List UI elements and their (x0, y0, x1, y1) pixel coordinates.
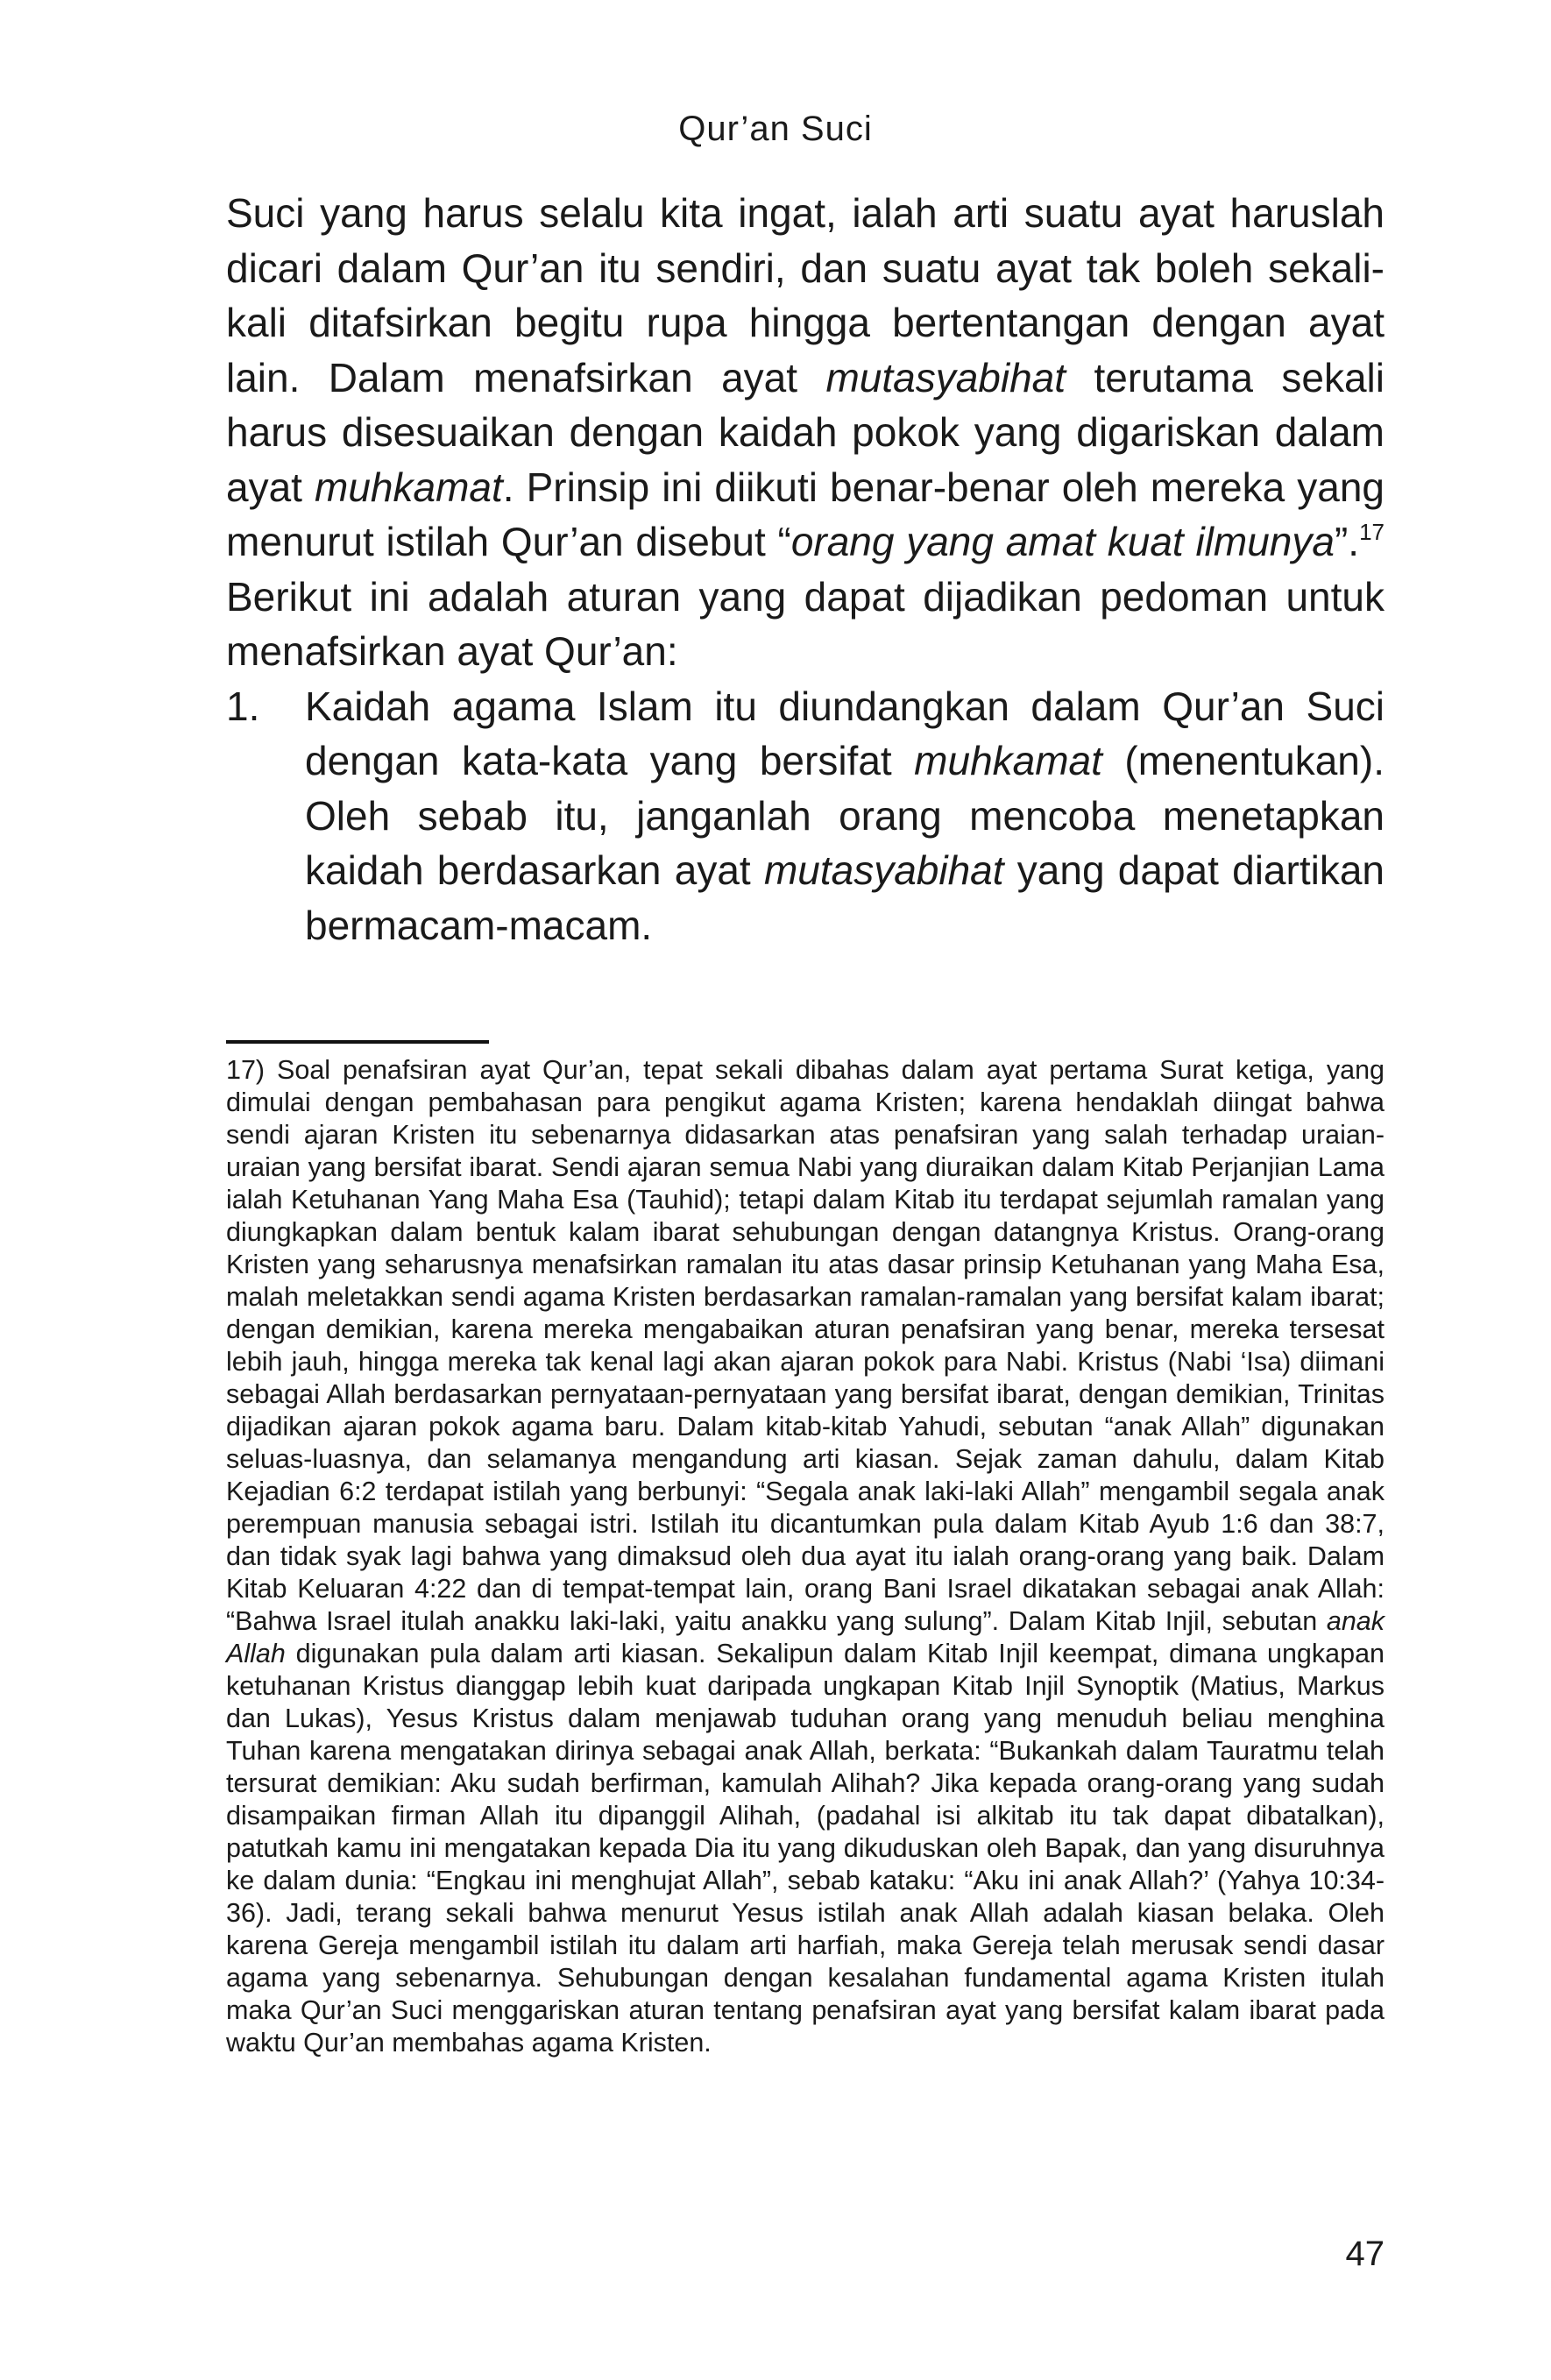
footnote-ref: 17 (1359, 519, 1385, 545)
text-run: Suci yang harus selalu kita ingat, ialah arti suatu ayat haruslah dicari dalam Qur’an itu sendiri, dan suatu ayat tak boleh sekali-kali ditafsirkan begitu rupa hingga bertentangan dengan ayat lain. Dalam menafsirkan ayat (226, 190, 1385, 400)
text-run: terutama sekali harus disesuaikan dengan kaidah pokok yang digariskan dalam ayat (226, 354, 1385, 510)
italic-term: mutasyabihat (763, 847, 1004, 893)
main-text (226, 186, 1385, 953)
text-run: Berikut ini adalah aturan yang dapat dijadikan pedoman untuk menafsirkan ayat Qur’an: (226, 573, 1385, 674)
footnote-divider (226, 1040, 489, 1044)
list-item (226, 679, 1385, 953)
paragraph (226, 186, 1385, 679)
list-number: 1. (226, 683, 260, 729)
running-header: Qur’an Suci (678, 110, 873, 148)
italic-term: muhkamat (315, 464, 503, 510)
text-run: yang dapat diartikan bermacam-macam. (305, 847, 1385, 948)
text-run: digunakan pula dalam arti kiasan. Sekalipun dalam Kitab Injil keempat, dimana ungkapan ketuhanan Kristus dianggap lebih kuat daripada ungkapan Kitab Injil Synoptik (Matius, Markus dan Lukas), Yesus Kristus dalam menjawab tuduhan orang yang menuduh beliau menghina Tuhan karena mengatakan dirinya sebagai anak Allah, berkata: “Bukankah dalam Tauratmu telah tersurat demikian: Aku sudah berfirman, kamulah Alihah? Jika kepada orang-orang yang sudah disampaikan firman Allah itu dipanggil Alihah, (padahal isi alkitab itu tak dapat dibatalkan), patutkah kamu ini mengatakan kepada Dia itu yang dikuduskan oleh Bapak, dan yang disuruhnya ke dalam dunia: “Engkau ini menghujat Allah”, sebab kataku: “Aku ini anak Allah?’ (Yahya 10:34-36). Jadi, terang sekali bahwa menurut Yesus istilah anak Allah adalah kiasan belaka. Oleh karena Gereja mengambil istilah itu dalam arti harfiah, maka Gereja telah merusak sendi dasar agama yang sebenarnya. Sehubungan dengan kesalahan fundamental agama Kristen itulah maka Qur’an Suci menggariskan aturan tentang penafsiran ayat yang bersifat kalam ibarat pada waktu Qur’an membahas agama Kristen. (226, 1639, 1385, 2058)
text-run: 17) Soal penafsiran ayat Qur’an, tepat sekali dibahas dalam ayat pertama Surat ketiga, yang dimulai dengan pembahasan para pengikut agama Kristen; karena hendaklah diingat bahwa sendi ajaran Kristen itu sebenarnya didasarkan atas penafsiran yang salah terhadap uraian-uraian yang bersifat ibarat. Sendi ajaran semua Nabi yang diuraikan dalam Kitab Perjanjian Lama ialah Ketuhanan Yang Maha Esa (Tauhid); tetapi dalam Kitab itu terdapat sejumlah ramalan yang diungkapkan dalam bentuk kalam ibarat sehubungan dengan datangnya Kristus. Orang-orang Kristen yang seharusnya menafsirkan ramalan itu atas dasar prinsip Ketuhanan yang Maha Esa, malah meletakkan sendi agama Kristen berdasarkan ramalan-ramalan yang bersifat kalam ibarat; dengan demikian, karena mereka mengabaikan aturan penafsiran yang benar, mereka tersesat lebih jauh, hingga mereka tak kenal lagi akan ajaran pokok para Nabi. Kristus (Nabi ‘Isa) diimani sebagai Allah berdasarkan pernyataan-pernyataan yang bersifat ibarat, dengan demikian, Trinitas dijadikan ajaran pokok agama baru. Dalam kitab-kitab Yahudi, sebutan “anak Allah” digunakan seluas-luasnya, dan selamanya mengandung arti kiasan. Sejak zaman dahulu, dalam Kitab Kejadian 6:2 terdapat istilah yang berbunyi: “Segala anak laki-laki Allah” mengambil segala anak perempuan manusia sebagai istri. Istilah itu dicantumkan pula dalam Kitab Ayub 1:6 dan 38:7, dan tidak syak lagi bahwa yang dimaksud oleh dua ayat itu ialah orang-orang yang baik. Dalam Kitab Keluaran 4:22 dan di tempat-tempat lain, orang Bani Israel dikatakan sebagai anak Allah: “Bahwa Israel itulah anakku laki-laki, yaitu anakku yang sulung”. Dalam Kitab Injil, sebutan (226, 1055, 1385, 1636)
text-run: ”. (1334, 519, 1360, 564)
italic-quote: orang yang amat kuat ilmunya (790, 519, 1335, 564)
italic-term: muhkamat (914, 738, 1102, 783)
italic-term: anak Allah (226, 1606, 1385, 1668)
text-run: Kaidah agama Islam itu diundangkan dalam Qur’an Suci dengan kata-kata yang bersifat (305, 683, 1385, 783)
text-run: . Prinsip ini diikuti benar-benar oleh mereka yang menurut istilah Qur’an disebut “ (226, 464, 1385, 564)
page-number: 47 (1345, 2235, 1385, 2273)
list-text (305, 679, 1385, 953)
footnote (226, 1054, 1385, 2059)
text-run: (menentukan). Oleh sebab itu, janganlah orang mencoba menetapkan kaidah berdasarkan ayat (305, 738, 1385, 893)
italic-term: mutasyabihat (825, 354, 1066, 400)
